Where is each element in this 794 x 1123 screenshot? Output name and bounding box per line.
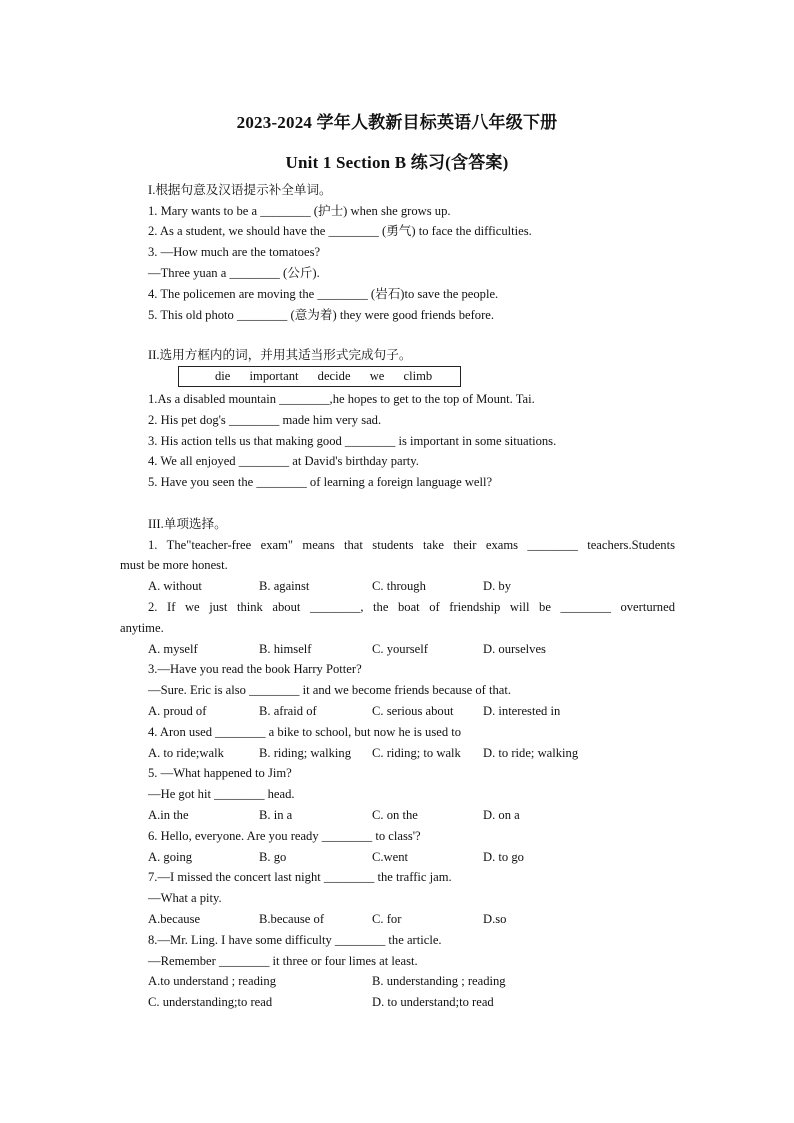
option-a: A. to ride;walk — [148, 746, 224, 760]
question-8-text: 8.—Mr. Ling. I have some difficulty ________ the article. — [148, 933, 442, 947]
section-1-item: 2. As a student, we should have the ________ (勇气) to face the difficulties. — [148, 224, 532, 238]
question-8-text: —Remember ________ it three or four limes at least. — [148, 954, 418, 968]
question-7-text: —What a pity. — [148, 891, 222, 905]
option-a: A.because — [148, 912, 201, 926]
option-b: B. against — [259, 579, 310, 593]
option-b: B. afraid of — [259, 704, 317, 718]
section-1-item: 5. This old photo ________ (意为着) they were good friends before. — [148, 308, 495, 322]
document-title: 2023-2024 学年人教新目标英语八年级下册 — [236, 113, 558, 132]
question-2-text-cont: anytime. — [120, 621, 164, 635]
section-1-item: 1. Mary wants to be a ________ (护士) when she grows up. — [148, 204, 451, 218]
section-1-heading: I.根据句意及汉语提示补全单词。 — [148, 183, 332, 197]
option-a: A.to understand ; reading — [148, 974, 277, 988]
word-bank-box — [178, 366, 461, 387]
question-4-text: 4. Aron used ________ a bike to school, but now he is used to — [148, 725, 462, 739]
question-7-text: 7.—I missed the concert last night ________ the traffic jam. — [148, 870, 452, 884]
option-b: B.because of — [259, 912, 325, 926]
option-d: D. interested in — [483, 704, 561, 718]
section-2-item: 3. His action tells us that making good ________ is important in some situations. — [148, 434, 557, 448]
word-bank-word: decide — [317, 369, 351, 383]
word-bank-word: climb — [403, 369, 433, 383]
question-2-text: 2. If we just think about ________, the boat of friendship will be ________ overturned — [148, 600, 675, 614]
option-a: A. proud of — [148, 704, 207, 718]
word-bank-word: die — [215, 369, 231, 383]
option-d: D. to go — [483, 850, 524, 864]
section-2-heading: II.选用方框内的词，并用其适当形式完成句子。 — [148, 348, 412, 362]
option-c: C. on the — [372, 808, 418, 822]
section-2-item: 2. His pet dog's ________ made him very sad. — [148, 413, 382, 427]
option-c: C. through — [372, 579, 426, 593]
option-d: D. to ride; walking — [483, 746, 579, 760]
section-3-heading: III.单项选择。 — [148, 517, 227, 531]
word-bank-word: important — [249, 369, 299, 383]
option-d: D. ourselves — [483, 642, 546, 656]
question-5-text: 5. —What happened to Jim? — [148, 766, 292, 780]
document-subtitle: Unit 1 Section B 练习(含答案) — [285, 153, 509, 172]
option-b: B. go — [259, 850, 287, 864]
section-2-item: 4. We all enjoyed ________ at David's birthday party. — [148, 454, 419, 468]
option-c: C.went — [372, 850, 409, 864]
section-1-item: 3. —How much are the tomatoes? — [148, 245, 321, 259]
option-a: A.in the — [148, 808, 189, 822]
question-3-text: —Sure. Eric is also ________ it and we become friends because of that. — [148, 683, 512, 697]
question-5-text: —He got hit ________ head. — [148, 787, 295, 801]
section-2-item: 1.As a disabled mountain ________,he hopes to get to the top of Mount. Tai. — [148, 392, 535, 406]
option-a: A. without — [148, 579, 202, 593]
option-b: B. himself — [259, 642, 312, 656]
option-b: B. riding; walking — [259, 746, 351, 760]
option-c: C. for — [372, 912, 402, 926]
question-6-text: 6. Hello, everyone. Are you ready ________ to class'? — [148, 829, 421, 843]
option-a: A. going — [148, 850, 193, 864]
option-d: D. to understand;to read — [372, 995, 494, 1009]
section-1-item: —Three yuan a ________ (公斤). — [148, 266, 320, 280]
section-2-item: 5. Have you seen the ________ of learning a foreign language well? — [148, 475, 493, 489]
option-b: B. understanding ; reading — [372, 974, 506, 988]
question-3-text: 3.—Have you read the book Harry Potter? — [148, 662, 362, 676]
option-c: C. understanding;to read — [148, 995, 273, 1009]
option-a: A. myself — [148, 642, 198, 656]
option-d: D. by — [483, 579, 511, 593]
option-c: C. yourself — [372, 642, 428, 656]
option-d: D.so — [483, 912, 507, 926]
option-c: C. serious about — [372, 704, 454, 718]
question-1-text: 1. The"teacher-free exam" means that students take their exams ________ teachers.Students — [148, 538, 675, 552]
question-1-text-cont: must be more honest. — [120, 558, 228, 572]
option-b: B. in a — [259, 808, 293, 822]
section-1-item: 4. The policemen are moving the ________ (岩石)to save the people. — [148, 287, 499, 301]
option-d: D. on a — [483, 808, 520, 822]
word-bank-word: we — [369, 369, 385, 383]
option-c: C. riding; to walk — [372, 746, 461, 760]
